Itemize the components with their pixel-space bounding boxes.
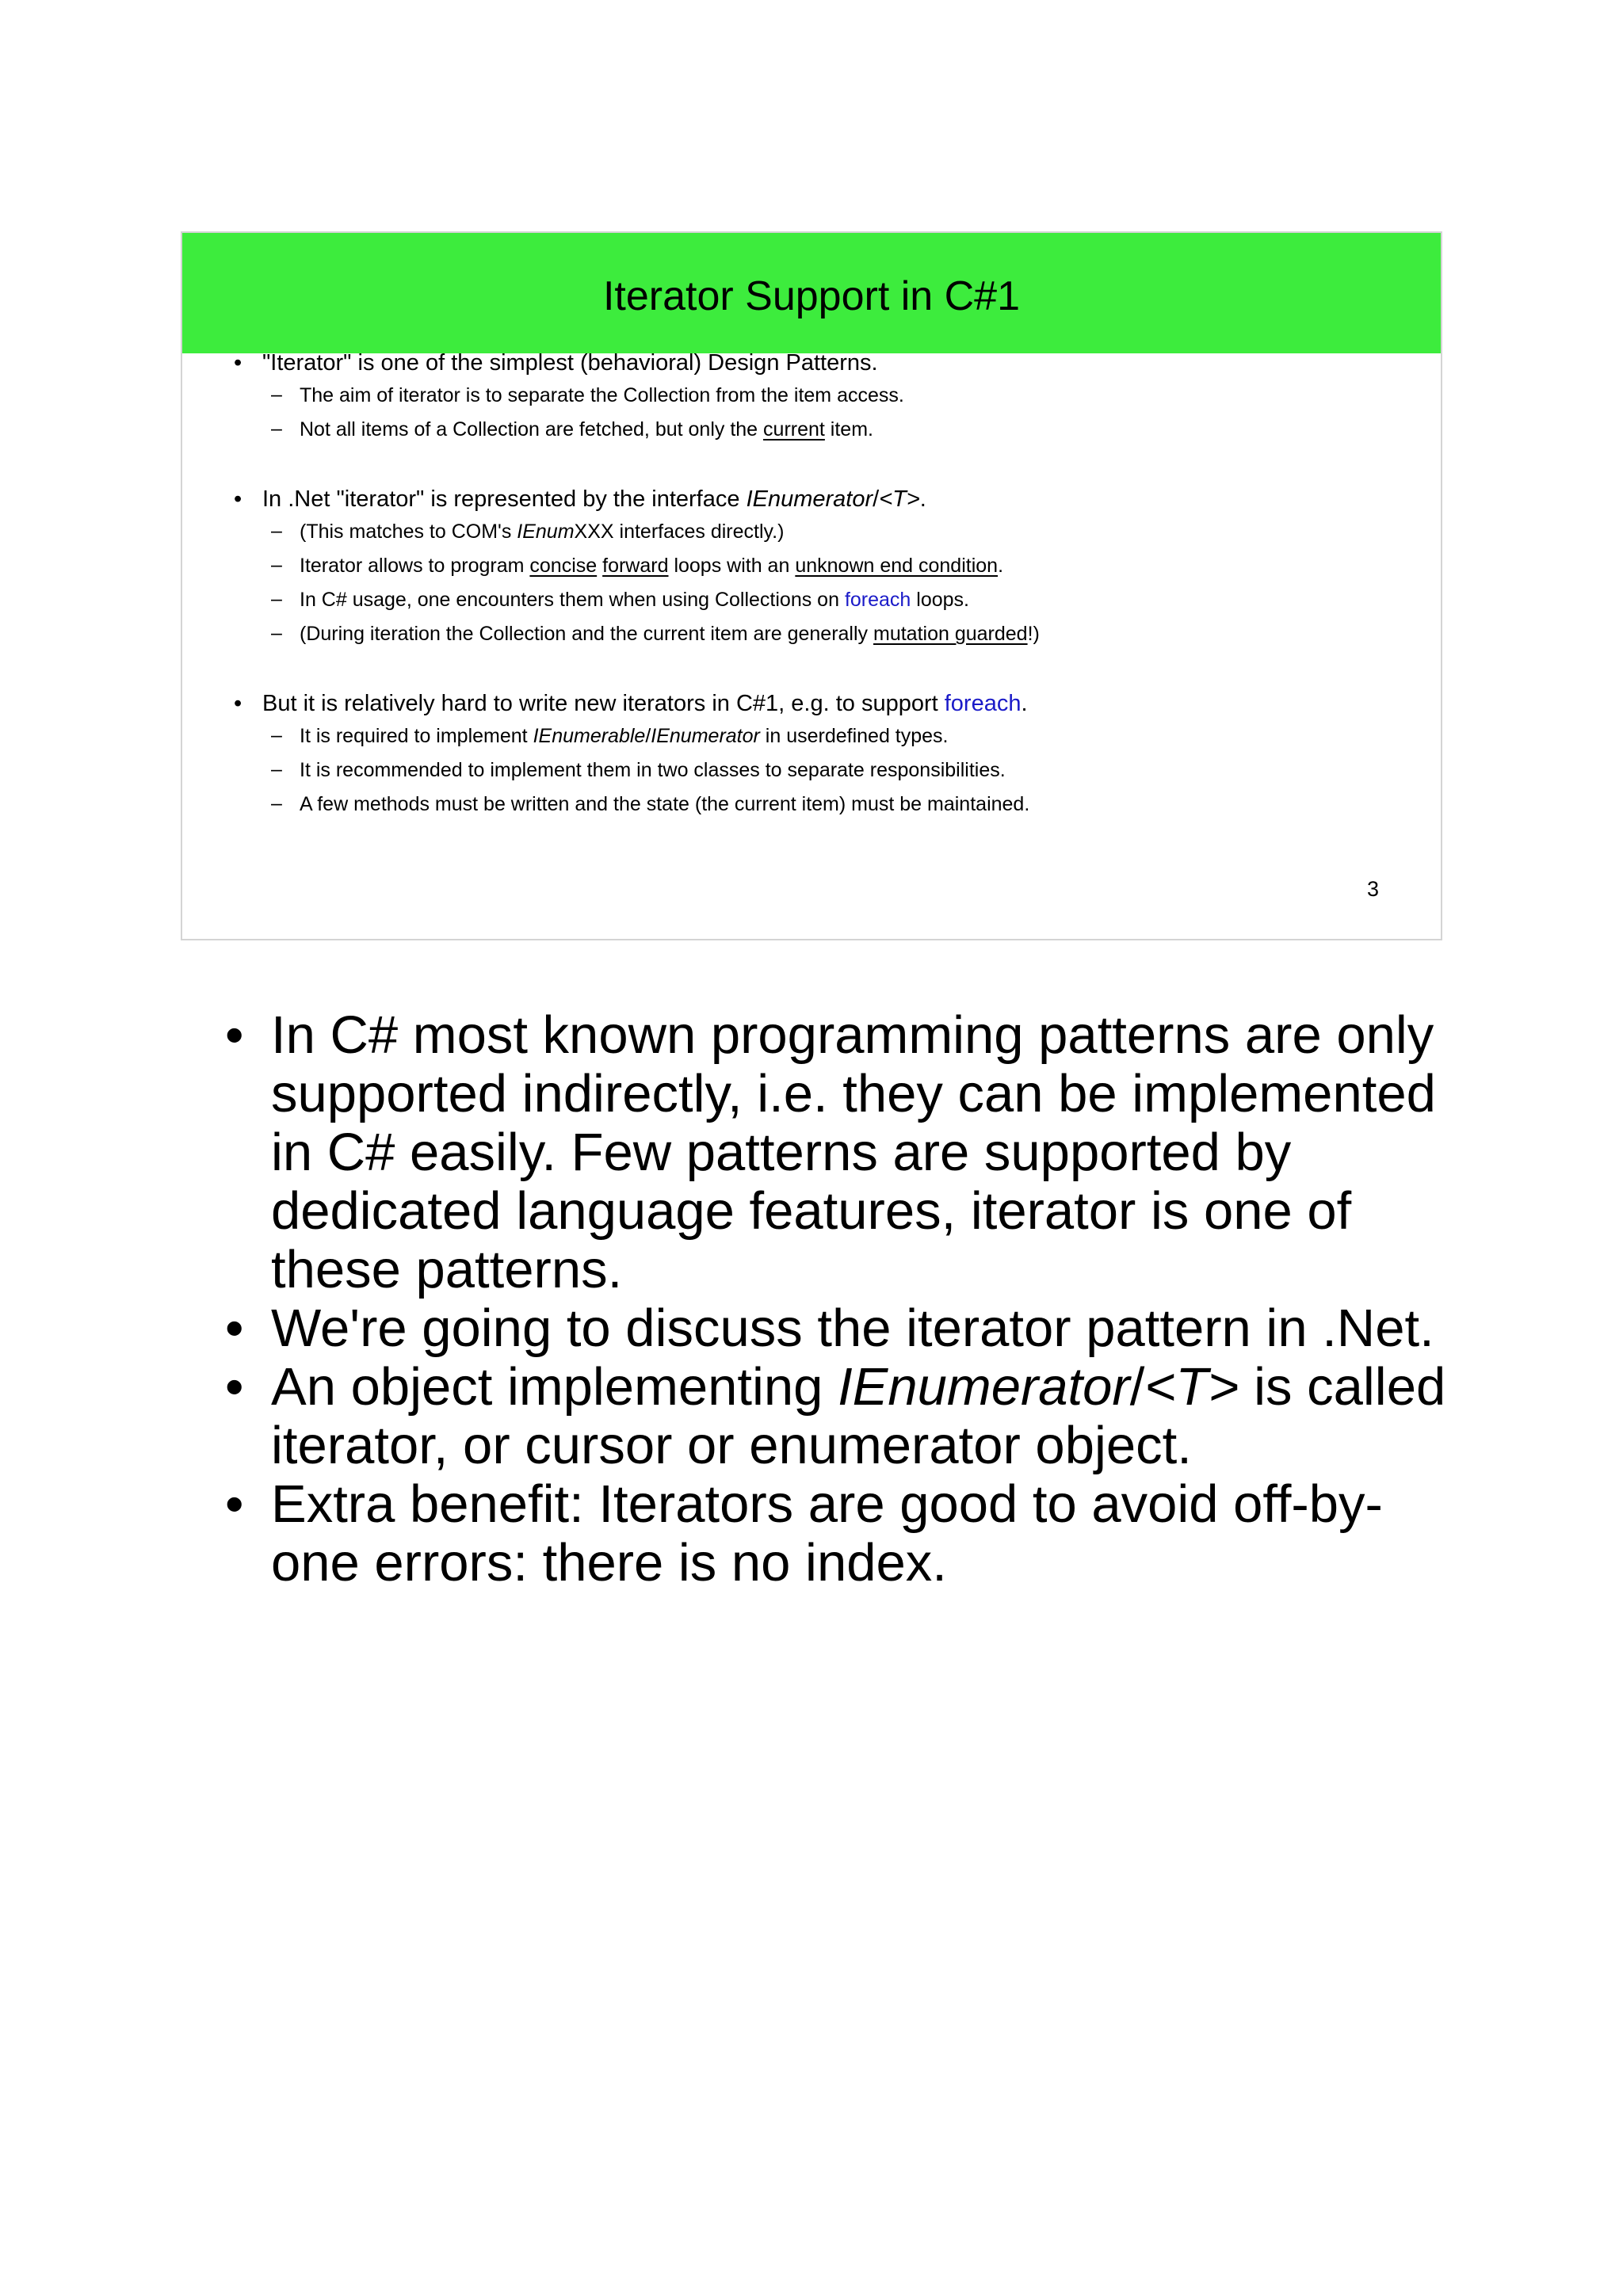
- bullet-item: [234, 485, 926, 513]
- slide: [181, 231, 1442, 940]
- note-item: [225, 1358, 1461, 1475]
- note-text: We're going to discuss the iterator pattern in .Net.: [271, 1299, 1434, 1358]
- sub-bullet-item: [271, 519, 785, 544]
- bullet-dot-icon: •: [234, 486, 242, 512]
- bullet-text: In .Net "iterator" is represented by the interface: [262, 486, 747, 512]
- interface-name: <T>: [1144, 1357, 1239, 1417]
- sub-bullet-text: (This matches to COM's: [300, 521, 517, 543]
- sub-bullet-text: The aim of iterator is to separate the Collection from the item access.: [300, 384, 904, 406]
- sub-bullet-text: It is required to implement: [300, 725, 533, 747]
- underlined-term: concise: [529, 555, 598, 577]
- interface-name: IEnum: [517, 521, 575, 543]
- keyword: foreach: [944, 691, 1022, 716]
- note-item: [225, 1006, 1461, 1299]
- sub-bullet-item: [271, 417, 873, 442]
- sub-bullet-text: in userdefined types.: [759, 725, 949, 747]
- note-text: is called iterator, or cursor or enumerator object.: [271, 1357, 1446, 1475]
- bullet-dot-icon: •: [225, 1357, 244, 1417]
- dash-icon: –: [271, 724, 282, 746]
- dash-icon: –: [271, 554, 282, 576]
- note-text: In C# most known programming patterns are only supported indirectly, i.e. they can be implemented in C# easily. Few patterns are supported by dedicated language features, iterator is one of these patterns.: [271, 1005, 1436, 1299]
- sub-bullet-item: [271, 757, 1006, 783]
- keyword: foreach: [844, 589, 911, 611]
- dash-icon: –: [271, 520, 282, 542]
- interface-name: IEnumerator: [838, 1357, 1130, 1417]
- dash-icon: –: [271, 622, 282, 644]
- bullet-item: [234, 349, 878, 377]
- sub-bullet-text: loops with an: [668, 555, 796, 577]
- speaker-notes: [225, 1006, 1461, 1592]
- bullet-dot-icon: •: [225, 1005, 244, 1065]
- slash: /: [873, 486, 880, 512]
- sub-bullet-text: Not all items of a Collection are fetched, but only the: [300, 418, 764, 441]
- dash-icon: –: [271, 758, 282, 780]
- sub-bullet-text: XXX interfaces directly.): [574, 521, 785, 543]
- sub-bullet-text: It is recommended to implement them in two classes to separate responsibilities.: [300, 759, 1006, 781]
- interface-name: IEnumerator: [651, 725, 760, 747]
- sub-bullet-text: (During iteration the Collection and the current item are generally: [300, 623, 873, 645]
- note-text: An object implementing: [271, 1357, 838, 1417]
- interface-name: <T>: [879, 486, 920, 512]
- sub-bullet-text: loops.: [911, 589, 969, 611]
- sub-bullet-item: [271, 383, 904, 408]
- note-item: [225, 1475, 1461, 1592]
- sub-bullet-item: [271, 723, 949, 749]
- slide-title: Iterator Support in C#1: [602, 273, 1021, 319]
- sub-bullet-text: A few methods must be written and the state (the current item) must be maintained.: [300, 793, 1030, 815]
- bullet-dot-icon: •: [234, 691, 242, 716]
- dash-icon: –: [271, 588, 282, 610]
- sub-bullet-text: Iterator allows to program: [300, 555, 530, 577]
- bullet-dot-icon: •: [234, 350, 242, 376]
- slash: /: [1129, 1357, 1145, 1417]
- bullet-text: .: [919, 486, 926, 512]
- underlined-term: mutation guarded: [873, 623, 1028, 645]
- dash-icon: –: [271, 792, 282, 814]
- sub-bullet-text: .: [998, 555, 1004, 577]
- sub-bullet-text: item.: [824, 418, 873, 441]
- interface-name: IEnumerator: [746, 486, 873, 512]
- sub-bullet-item: [271, 621, 1040, 646]
- slide-number: 3: [1366, 877, 1379, 901]
- bullet-text: .: [1021, 691, 1028, 716]
- note-item: [225, 1299, 1461, 1358]
- interface-name: IEnumerable: [533, 725, 646, 747]
- dash-icon: –: [271, 383, 282, 406]
- sub-bullet-item: [271, 791, 1030, 817]
- underlined-term: current: [763, 418, 825, 441]
- sub-bullet-item: [271, 587, 969, 612]
- bullet-item: [234, 689, 1028, 718]
- sub-bullet-text: In C# usage, one encounters them when using Collections on: [300, 589, 845, 611]
- slash: /: [645, 725, 651, 747]
- bullet-text: "Iterator" is one of the simplest (behavioral) Design Patterns.: [262, 350, 878, 376]
- underlined-term: forward: [602, 555, 669, 577]
- underlined-term: unknown end condition: [795, 555, 999, 577]
- bullet-text: But it is relatively hard to write new iterators in C#1, e.g. to support: [262, 691, 945, 716]
- dash-icon: –: [271, 418, 282, 440]
- sub-bullet-text: !): [1027, 623, 1040, 645]
- sub-bullet-item: [271, 553, 1004, 578]
- slide-body: [182, 233, 1441, 939]
- bullet-dot-icon: •: [225, 1474, 244, 1534]
- bullet-dot-icon: •: [225, 1299, 244, 1358]
- note-text: Extra benefit: Iterators are good to avoid off-by-one errors: there is no index.: [271, 1474, 1383, 1592]
